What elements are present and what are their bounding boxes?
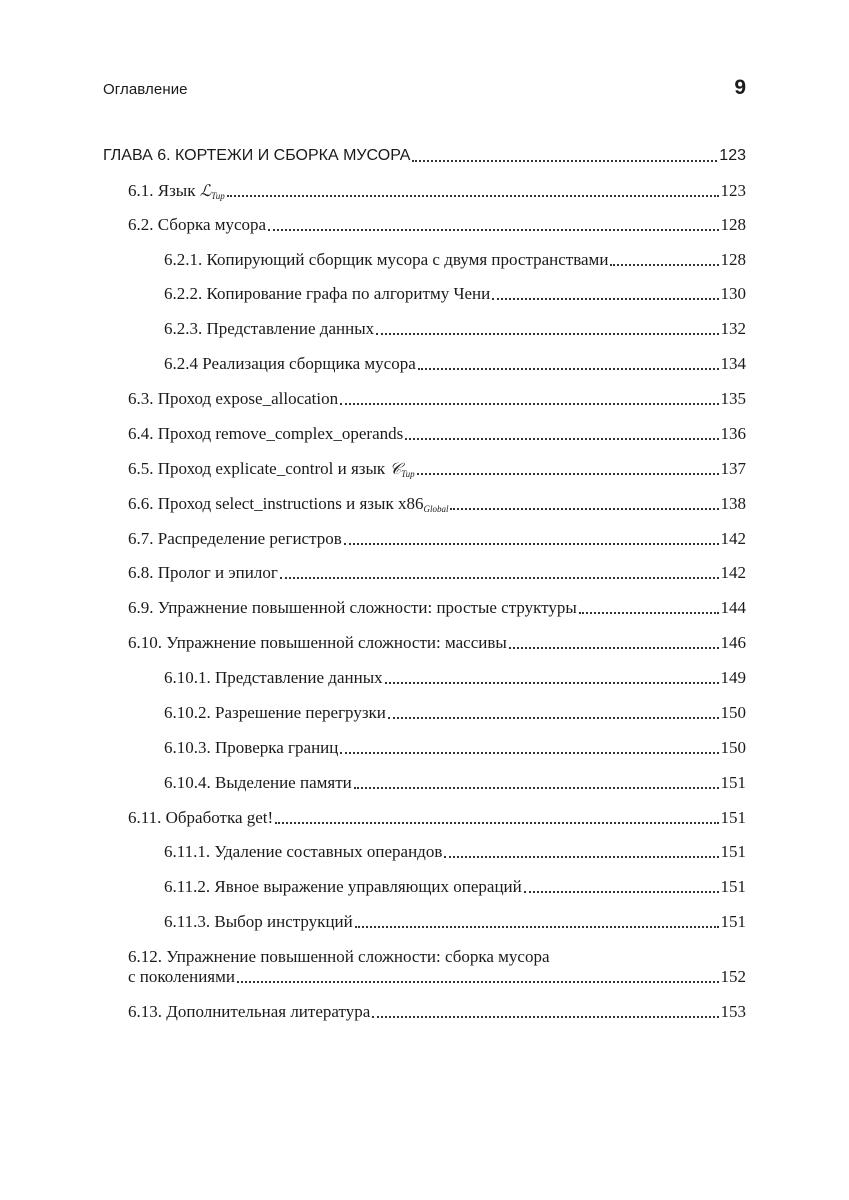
- toc-entry-6-2-4[interactable]: [103, 354, 746, 374]
- toc-entry-title: [128, 494, 448, 514]
- toc-entry-6-8[interactable]: [103, 563, 746, 583]
- toc-entry-page: 135: [720, 389, 746, 408]
- toc-entry-title: 6.10.2. Разрешение перегрузки: [164, 703, 386, 722]
- toc-entry-6-11-2[interactable]: [103, 877, 746, 897]
- toc-entry-title: 6.8. Пролог и эпилог: [128, 563, 278, 582]
- leader-dots: [610, 263, 718, 266]
- toc-entry-page: 150: [720, 703, 746, 722]
- leader-dots: [524, 890, 719, 893]
- language-subscript: Global: [423, 504, 449, 514]
- toc-entry-page: 151: [720, 877, 746, 896]
- toc-entry-6-13[interactable]: [103, 1002, 746, 1022]
- toc-entry-title: 6.10.1. Представление данных: [164, 668, 383, 687]
- leader-dots: [579, 611, 719, 614]
- toc-entry-6-2-2[interactable]: [103, 284, 746, 304]
- toc-entry-6-10-4[interactable]: [103, 773, 746, 793]
- toc-entry-title: 6.7. Распределение регистров: [128, 529, 342, 548]
- toc-entry-title: 6.10.3. Проверка границ: [164, 738, 339, 757]
- toc-entry-title: 6.2.3. Представление данных: [164, 319, 375, 338]
- toc-entry-6-9[interactable]: [103, 598, 746, 618]
- toc-chapter-6[interactable]: [103, 146, 746, 166]
- toc-entry-continuation: [128, 967, 746, 987]
- toc-entry-title: 6.2.1. Копирующий сборщик мусора с двумя пространствами: [164, 250, 609, 269]
- toc-entry-title: 6.11.3. Выбор инструкций: [164, 912, 353, 931]
- toc-entry-title-continued: с поколениями: [128, 967, 235, 986]
- toc-entry-6-10-2[interactable]: [103, 703, 746, 723]
- toc-entry-title: 6.2. Сборка мусора: [128, 215, 267, 234]
- leader-dots: [388, 716, 719, 719]
- toc-entry-title: 6.2.2. Копирование графа по алгоритму Чени: [164, 284, 491, 303]
- toc-entry-page: 150: [720, 738, 746, 757]
- leader-dots: [417, 472, 719, 475]
- toc-entry-page: 132: [720, 319, 746, 338]
- leader-dots: [372, 1015, 718, 1018]
- page-number: 9: [734, 76, 746, 99]
- toc-entry-6-11-3[interactable]: [103, 912, 746, 932]
- toc-entry-page: 149: [720, 668, 746, 687]
- toc-entry-page: 137: [720, 459, 746, 478]
- toc-entry-text: 6.5. Проход explicate_control и язык: [128, 459, 390, 478]
- toc-entry-title: 6.13. Дополнительная литература: [128, 1002, 371, 1021]
- toc-entry-title: 6.2.4 Реализация сборщика мусора: [164, 354, 416, 373]
- leader-dots: [492, 297, 718, 300]
- toc-entry-page: 128: [720, 250, 746, 269]
- toc-entry-page: 152: [720, 967, 746, 986]
- toc-entry-page: 151: [720, 808, 746, 827]
- leader-dots: [237, 980, 719, 983]
- leader-dots: [275, 821, 718, 824]
- toc-entry-6-7[interactable]: [103, 529, 746, 549]
- toc-entry-text: 6.1. Язык: [128, 181, 200, 200]
- toc-entry-page: 146: [720, 633, 746, 652]
- toc-entry-page: 136: [720, 424, 746, 443]
- leader-dots: [268, 228, 718, 231]
- toc-entry-page: 138: [720, 494, 746, 513]
- toc-entry-6-10[interactable]: [103, 633, 746, 653]
- leader-dots: [450, 507, 718, 510]
- leader-dots: [385, 681, 719, 684]
- leader-dots: [344, 542, 719, 545]
- toc-entry-title: 6.11. Обработка get!: [128, 808, 274, 827]
- toc-entry-page: 153: [720, 1002, 746, 1021]
- language-symbol: ℒ: [199, 181, 212, 200]
- toc-entry-6-10-1[interactable]: [103, 668, 746, 688]
- toc-entry-6-2-3[interactable]: [103, 319, 746, 339]
- toc-entry-6-10-3[interactable]: [103, 738, 746, 758]
- toc-entry-page: 123: [720, 181, 746, 200]
- leader-dots: [412, 159, 717, 162]
- leader-dots: [340, 751, 718, 754]
- toc-entry-page: 123: [719, 147, 746, 164]
- toc-entry-title: 6.10. Упражнение повышенной сложности: массивы: [128, 633, 507, 652]
- leader-dots: [354, 786, 719, 789]
- leader-dots: [444, 855, 718, 858]
- toc-entry-6-6[interactable]: [103, 494, 746, 514]
- toc-entry-6-5[interactable]: [103, 459, 746, 479]
- leader-dots: [376, 332, 718, 335]
- toc-entry-page: 130: [720, 284, 746, 303]
- toc-entry-6-3[interactable]: [103, 389, 746, 409]
- leader-dots: [509, 646, 719, 649]
- toc-entry-page: 142: [720, 563, 746, 582]
- toc-entry-6-12[interactable]: [103, 947, 746, 987]
- toc-entry-6-2-1[interactable]: [103, 250, 746, 270]
- toc-entry-6-2[interactable]: [103, 215, 746, 235]
- toc-entry-title: 6.12. Упражнение повышенной сложности: сборка мусора: [128, 947, 550, 966]
- language-subscript: Tup: [401, 469, 415, 479]
- running-head: Оглавление: [103, 81, 188, 98]
- leader-dots: [280, 576, 719, 579]
- toc-entry-6-1[interactable]: [103, 181, 746, 201]
- toc-entry-page: 144: [720, 598, 746, 617]
- toc-entry-page: 151: [720, 842, 746, 861]
- toc-entry-page: 134: [720, 354, 746, 373]
- toc-entry-title: [128, 181, 225, 201]
- language-subscript: Tup: [211, 191, 225, 201]
- toc-entry-title: 6.11.2. Явное выражение управляющих операций: [164, 877, 522, 896]
- toc-entry-page: 151: [720, 912, 746, 931]
- toc-entry-6-11-1[interactable]: [103, 842, 746, 862]
- leader-dots: [227, 194, 719, 197]
- toc-entry-title: 6.9. Упражнение повышенной сложности: простые структуры: [128, 598, 577, 617]
- toc-entry-6-4[interactable]: [103, 424, 746, 444]
- toc-entry-title: ГЛАВА 6. КОРТЕЖИ И СБОРКА МУСОРА: [103, 147, 411, 164]
- toc-entry-page: 142: [720, 529, 746, 548]
- leader-dots: [405, 437, 718, 440]
- toc-entry-page: 128: [720, 215, 746, 234]
- language-symbol: 𝒞: [389, 459, 402, 478]
- toc-entry-text: 6.6. Проход select_instructions и язык x86: [128, 494, 424, 513]
- toc-entry-6-11[interactable]: [103, 808, 746, 828]
- leader-dots: [418, 367, 719, 370]
- toc-entry-page: 151: [720, 773, 746, 792]
- toc-entry-title: 6.4. Проход remove_complex_operands: [128, 424, 404, 443]
- toc-entry-title: 6.10.4. Выделение памяти: [164, 773, 352, 792]
- leader-dots: [355, 925, 719, 928]
- table-of-contents: [103, 140, 746, 1021]
- toc-entry-title: [128, 459, 415, 479]
- leader-dots: [340, 402, 718, 405]
- toc-entry-title: 6.11.1. Удаление составных операндов: [164, 842, 443, 861]
- page-header: [103, 74, 746, 104]
- toc-entry-title: 6.3. Проход expose_allocation: [128, 389, 339, 408]
